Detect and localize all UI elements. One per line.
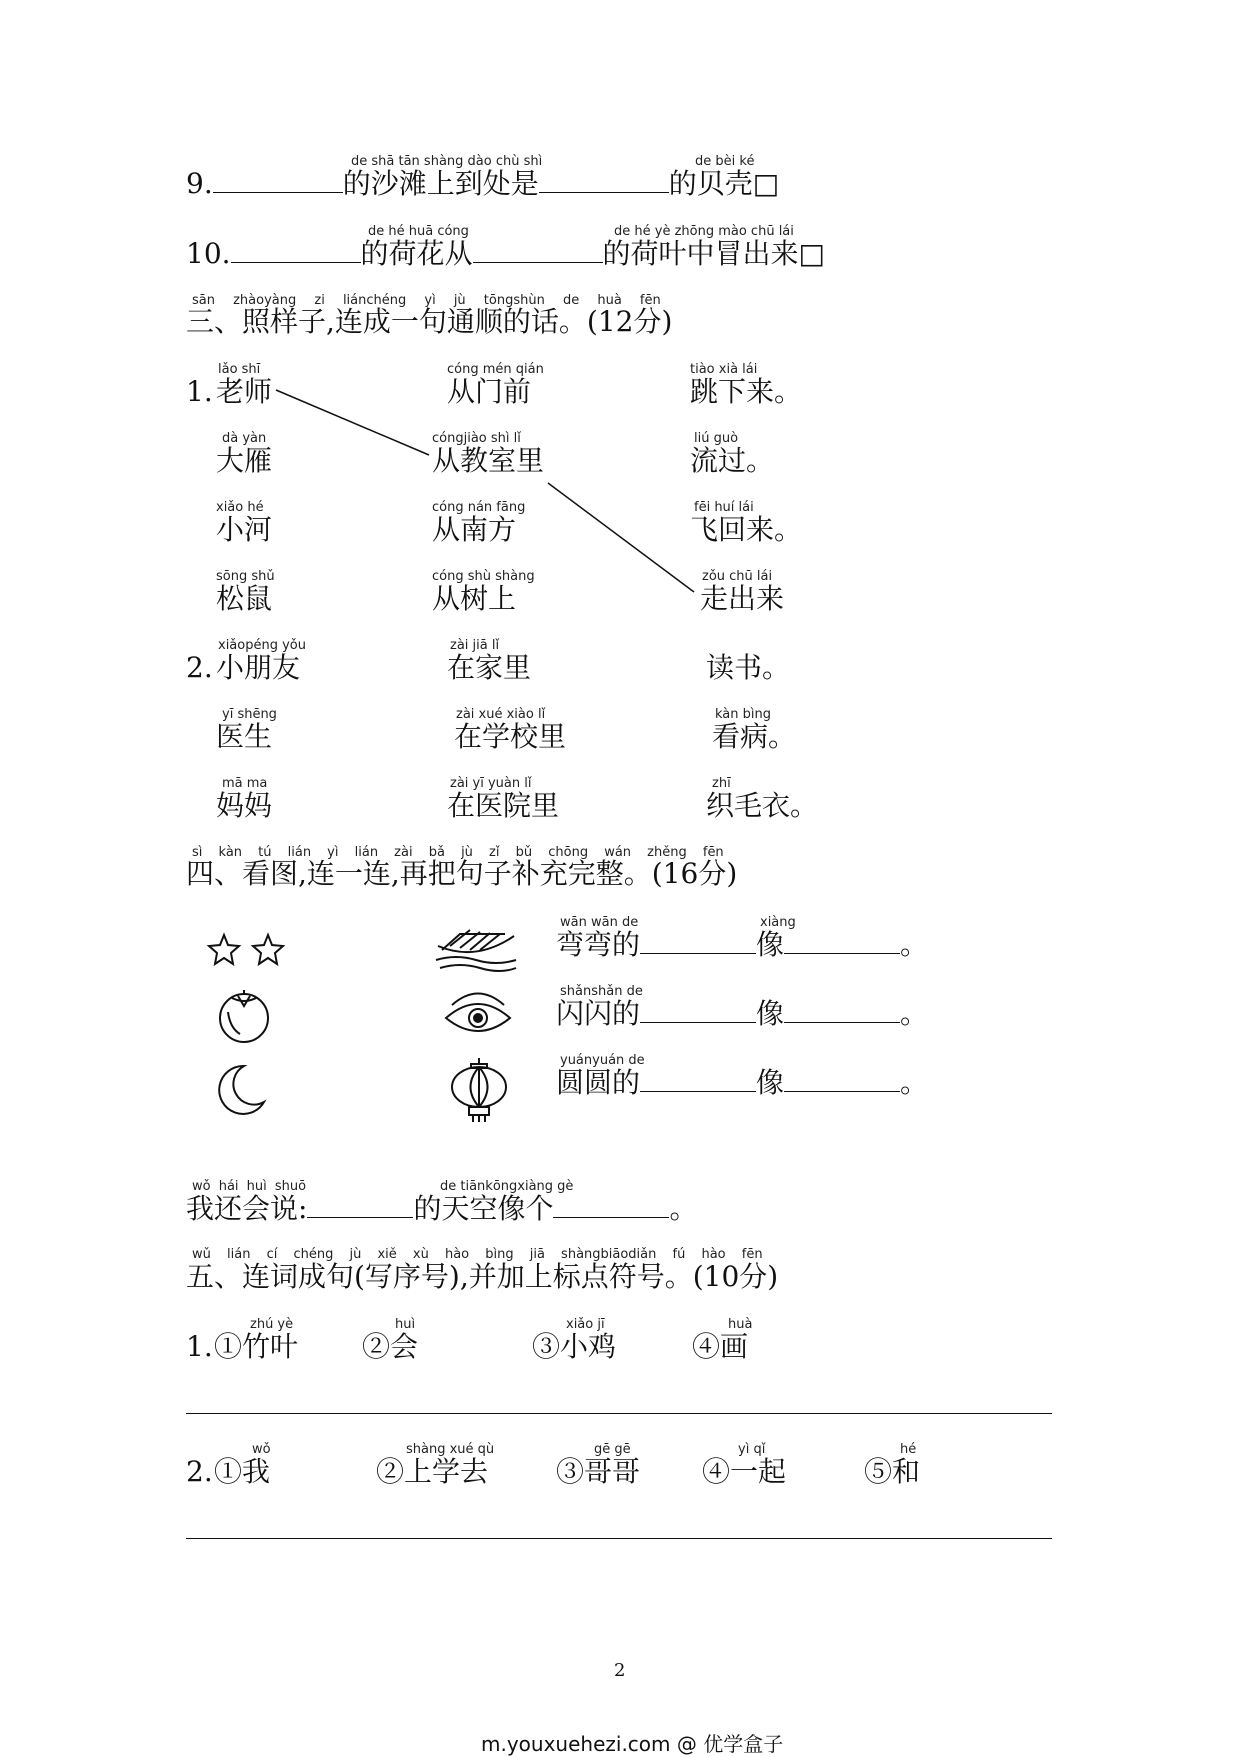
group-label: 2. [186, 651, 213, 684]
sentence-mid: 像 [756, 997, 785, 1030]
tomato-icon[interactable] [220, 990, 268, 1042]
sentence-lead: 弯弯的 [556, 928, 641, 961]
sentence-mid: 像 [756, 1066, 785, 1099]
word-option: ①竹叶 [214, 1330, 299, 1363]
item-number: 10. [186, 237, 231, 270]
pinyin: tiào xià lái [690, 362, 758, 377]
section-3-title: 三、照样子,连成一句通顺的话。(12分) [186, 305, 673, 338]
connect-line [276, 390, 429, 455]
word-col-c[interactable]: 跳下来。 [690, 375, 803, 408]
sentence-mid: 的天空像个 [413, 1192, 554, 1225]
sentence-lead: 闪闪的 [556, 997, 641, 1030]
word-col-b[interactable]: 在医院里 [447, 789, 560, 822]
pinyin: zài yī yuàn lǐ [450, 776, 532, 791]
question-label: 2. [186, 1455, 213, 1488]
word-col-c[interactable]: 看病。 [712, 720, 797, 753]
boat-icon[interactable] [436, 930, 516, 971]
sentence-end: 。 [669, 1192, 698, 1225]
sentence-part: 的贝壳□ [668, 167, 780, 200]
sentence-part: 的沙滩上到处是 [342, 167, 539, 200]
pinyin: sōng shǔ [216, 569, 275, 584]
pinyin: fēi huí lái [694, 500, 754, 515]
word-col-a[interactable]: 松鼠 [216, 582, 273, 615]
pinyin: liú guò [694, 431, 739, 446]
pinyin: huì [395, 1317, 416, 1332]
word-col-a[interactable]: 小河 [216, 513, 273, 546]
pinyin: de hé yè zhōng mào chū lái [614, 224, 794, 239]
word-option: ④画 [692, 1330, 749, 1363]
word-col-b[interactable]: 在家里 [447, 651, 532, 684]
footer-watermark: m.youxuehezi.com @ 优学盒子 [481, 1732, 784, 1756]
sentence-end: 。 [900, 997, 929, 1030]
word-option: ①我 [214, 1455, 271, 1488]
moon-icon[interactable] [219, 1066, 264, 1114]
item-number: 9. [186, 167, 213, 200]
word-col-c[interactable]: 织毛衣。 [706, 789, 819, 822]
word-col-c[interactable]: 走出来 [700, 582, 785, 615]
word-col-c[interactable]: 读书。 [706, 651, 791, 684]
pinyin: cóng nán fāng [432, 500, 526, 515]
pinyin: yī shēng [222, 707, 277, 722]
word-option: ③小鸡 [532, 1330, 617, 1363]
sentence-end: 。 [900, 1066, 929, 1099]
pinyin: wān wān de [560, 915, 639, 930]
pinyin: zhú yè [250, 1317, 294, 1332]
pinyin: shàng xué qù [406, 1442, 495, 1457]
word-col-a[interactable]: 医生 [216, 720, 273, 753]
pinyin: xiǎopéng yǒu [218, 638, 306, 653]
word-col-a[interactable]: 老师 [216, 375, 273, 408]
stars-icon[interactable] [209, 935, 283, 964]
word-col-b[interactable]: 从门前 [447, 375, 532, 408]
sentence-lead: 圆圆的 [556, 1066, 641, 1099]
page-number: 2 [614, 1660, 626, 1681]
group-label: 1. [186, 375, 213, 408]
pinyin: de tiānkōngxiàng gè [440, 1179, 574, 1194]
section-title-pinyin: sì kàn tú lián yì lián zài bǎ jù zǐ bǔ chōng wán zhěng fēn [192, 845, 724, 860]
word-col-a[interactable]: 妈妈 [216, 789, 273, 822]
pinyin: kàn bìng [715, 707, 771, 722]
word-col-b[interactable]: 从树上 [432, 582, 517, 615]
pinyin: xiǎo jī [566, 1317, 605, 1332]
pinyin: cóng shù shàng [432, 569, 535, 584]
pinyin: lǎo shī [218, 362, 261, 377]
pinyin: yì qǐ [738, 1442, 766, 1457]
pinyin: cóng mén qián [447, 362, 544, 377]
pinyin: cóngjiào shì lǐ [432, 431, 521, 446]
connect-line [548, 483, 694, 592]
word-col-a[interactable]: 大雁 [216, 444, 273, 477]
section-4-title: 四、看图,连一连,再把句子补充完整。(16分) [186, 857, 738, 890]
word-col-c[interactable]: 飞回来。 [690, 513, 803, 546]
pinyin: shǎnshǎn de [560, 984, 643, 999]
word-col-c[interactable]: 流过。 [690, 444, 775, 477]
word-col-b[interactable]: 在学校里 [454, 720, 567, 753]
pinyin: yuányuán de [560, 1053, 645, 1068]
section-title-pinyin: sān zhàoyàng zi liánchéng yì jù tōngshùn de huà fēn [192, 293, 661, 308]
pinyin: dà yàn [222, 431, 267, 446]
question-label: 1. [186, 1330, 213, 1363]
pinyin: mā ma [222, 776, 268, 791]
pinyin: zài xué xiào lǐ [456, 707, 546, 722]
pinyin: hé [900, 1442, 917, 1457]
section-title-pinyin: wǔ lián cí chéng jù xiě xù hào bìng jiā shàngbiāodiǎn fú hào fēn [192, 1247, 763, 1262]
word-col-b[interactable]: 从教室里 [432, 444, 545, 477]
word-option: ②会 [362, 1330, 419, 1363]
word-option: ③哥哥 [556, 1455, 641, 1488]
sentence-lead: 我还会说: [186, 1192, 308, 1225]
pinyin: gē gē [594, 1442, 631, 1457]
pinyin: de shā tān shàng dào chù shì [351, 154, 543, 169]
word-col-b[interactable]: 从南方 [432, 513, 517, 546]
pinyin: xiàng [760, 915, 796, 930]
eye-icon[interactable] [446, 994, 510, 1032]
section-5-title: 五、连词成句(写序号),并加上标点符号。(10分) [186, 1260, 779, 1293]
word-col-a[interactable]: 小朋友 [216, 651, 301, 684]
pinyin: de bèi ké [695, 154, 755, 169]
lantern-icon[interactable] [452, 1058, 506, 1122]
word-option: ⑤和 [864, 1455, 921, 1488]
pinyin: zhī [712, 776, 731, 791]
pinyin: de hé huā cóng [368, 224, 469, 239]
word-option: ②上学去 [376, 1455, 489, 1488]
pinyin: zài jiā lǐ [450, 638, 500, 653]
pinyin: zǒu chū lái [702, 569, 773, 584]
pinyin: xiǎo hé [216, 500, 264, 515]
word-option: ④一起 [702, 1455, 787, 1488]
pinyin: huà [728, 1317, 753, 1332]
sentence-part: 的荷叶中冒出来□ [602, 237, 826, 270]
pinyin: wǒ hái huì shuō [192, 1179, 307, 1194]
sentence-mid: 像 [756, 928, 785, 961]
pinyin: wǒ [252, 1442, 271, 1457]
sentence-part: 的荷花从 [360, 237, 473, 270]
sentence-end: 。 [900, 928, 929, 961]
